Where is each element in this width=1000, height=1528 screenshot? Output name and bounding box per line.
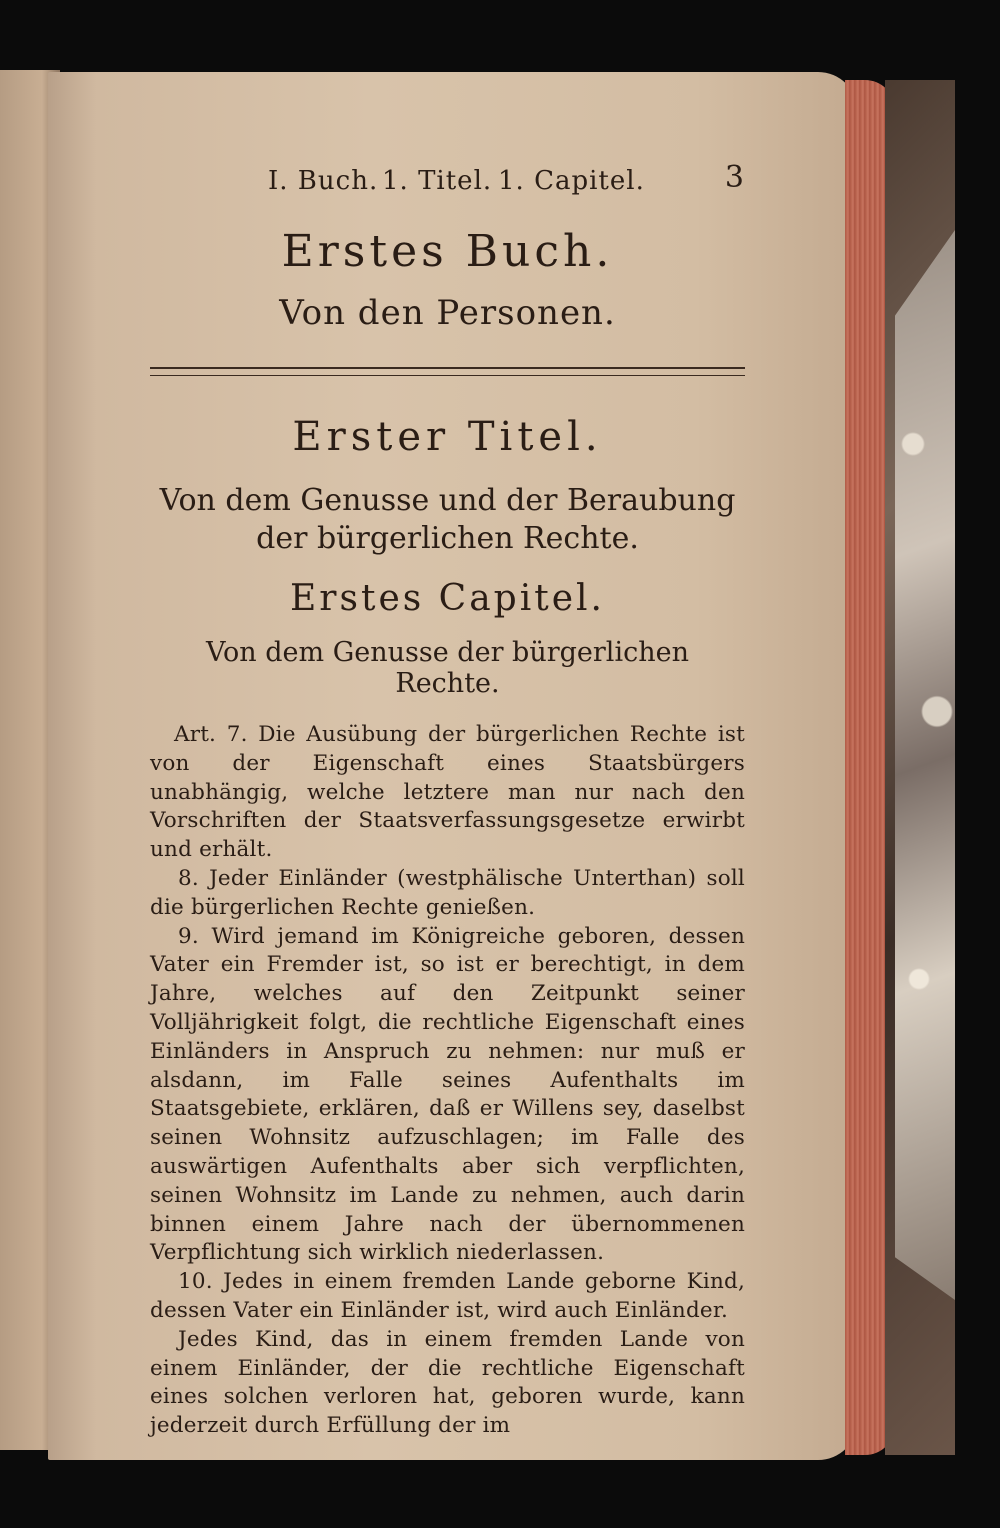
book-heading: Erstes Buch. — [281, 226, 614, 277]
paragraph-art-10-cont: Jedes Kind, das in einem fremden Lande von einem Einländer, der die rechtliche Eigenschaft eines solchen verloren hat, geboren wurde, kann jederzeit durch Erfüllung der im — [150, 1326, 745, 1439]
chapter-heading: Erstes Capitel. — [290, 578, 605, 619]
paragraph-art-8: 8. Jeder Einländer (westphälische Unterthan) soll die bürgerlichen Rechte genießen. — [150, 865, 745, 920]
chapter-subheading: Von dem Genusse der bürgerlichen Rechte. — [206, 637, 689, 699]
running-head — [150, 160, 745, 204]
body-text — [150, 721, 745, 1441]
running-head-title: 1. Titel. — [382, 166, 493, 196]
book-subheading: Von den Personen. — [279, 293, 616, 333]
running-head-book: I. Buch. — [268, 166, 379, 196]
page-number: 3 — [724, 160, 745, 195]
title-heading: Erster Titel. — [292, 414, 603, 460]
paragraph-art-9: 9. Wird jemand im Königreiche geboren, dessen Vater ein Fremder ist, so ist er berechtigt, in dem Jahre, welches auf den Zeitpunkt seiner Volljährigkeit folgt, die rechtliche Eigenschaft eines Einländers in Anspruch zu nehmen: nur muß er alsdann, im Falle seines Aufenthalts im Staatsgebiete, erklären, daß er Willens sey, daselbst seinen Wohnsitz aufzuschlagen; im Falle des auswärtigen Aufenthalts aber sich verpflichten, seinen Wohnsitz im Lande zu nehmen, auch darin binnen einem Jahre nach der übernommenen Verpflichtung sich wirklich niederlassen. — [150, 923, 745, 1266]
paragraph-art-10: 10. Jedes in einem fremden Lande geborne Kind, dessen Vater ein Einländer ist, wird auch Einländer. — [150, 1269, 745, 1323]
page-content — [150, 160, 745, 1441]
section-rule — [150, 367, 745, 376]
paragraph-art-7: Art. 7. Die Ausübung der bürgerlichen Rechte ist von der Eigenschaft eines Staatsbürgers unabhängig, welche letztere man nur nach den Vorschriften der Staatsverfassungsgesetze erwirbt und erhält. — [150, 722, 745, 863]
marbled-endpaper — [895, 230, 955, 1300]
running-head-chapter: 1. Capitel. — [498, 166, 645, 196]
title-subheading: Von dem Genusse und der Beraubung der bürgerlichen Rechte. — [159, 483, 736, 556]
